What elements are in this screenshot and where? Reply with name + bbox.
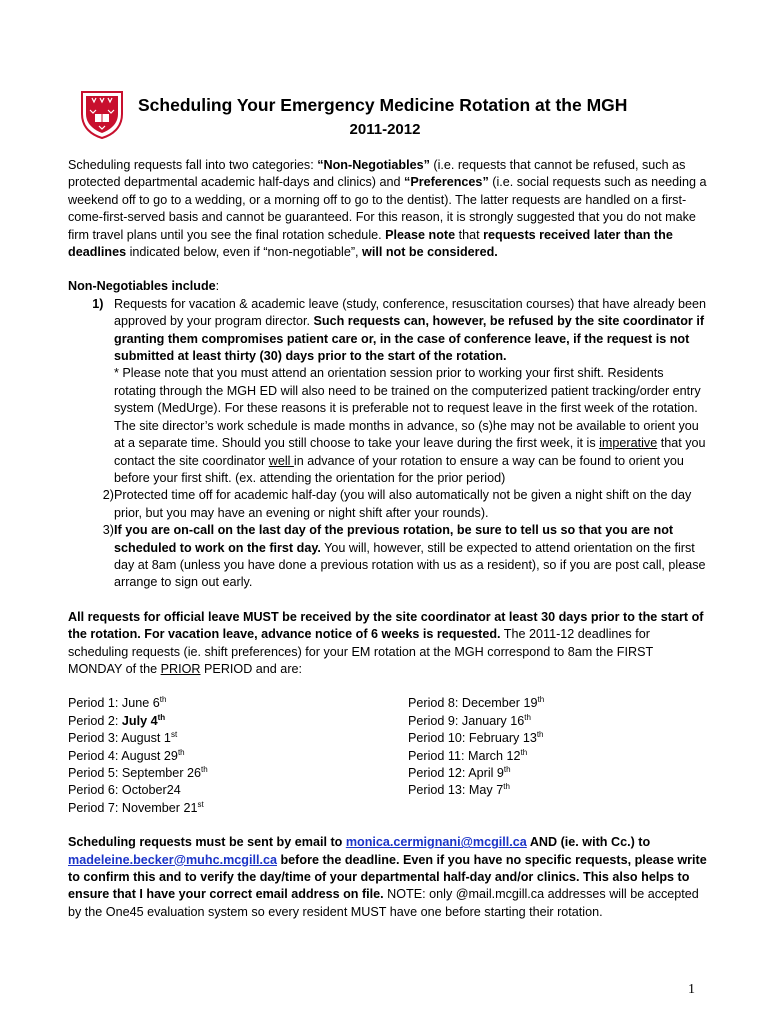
period-row: Period 2: July 4th	[68, 712, 166, 728]
document-title: Scheduling Your Emergency Medicine Rotation at the MGH	[138, 95, 628, 115]
non-negotiables-list	[68, 296, 708, 592]
period-row: Period 3: August 1st	[68, 730, 178, 746]
periods-column-left	[68, 695, 408, 817]
period-row: Period 13: May 7th	[408, 782, 510, 798]
period-row: Period 7: November 21st	[68, 799, 204, 815]
period-row: Period 8: December 19th	[408, 695, 545, 711]
period-row: Period 10: February 13th	[408, 730, 544, 746]
academic-year: 2011-2012	[349, 121, 421, 138]
periods-column-right	[408, 695, 708, 817]
document-body	[68, 157, 708, 921]
page-number: 1	[688, 982, 695, 997]
period-row: Period 11: March 12th	[408, 747, 528, 763]
period-row: Period 1: June 6th	[68, 695, 167, 711]
intro-paragraph: Scheduling requests fall into two categories: “Non-Negotiables” (i.e. requests that cannot be refused, such as protected departmental academic half-days and clinics) and “Preferences” (i.e. social requests such as needing a weekend off to go to a wedding, or a morning off to go to the dentist). The latter requests are handled on a first-come-first-served basis and cannot be guaranteed. For this reason, it is strongly suggested that you do not make firm travel plans until you see the final rotation schedule. Please note that requests received later than the deadlines indicated below, even if “non-negotiable”, will not be considered.	[68, 158, 707, 260]
email-paragraph: Scheduling requests must be sent by email to monica.cermignani@mcgill.ca AND (ie. with Cc.) to madeleine.becker@muhc.mcgill.ca before the deadline. Even if you have no specific requests, please write to confirm this and to verify the day/time of your departmental half-day and/or clinics. This also helps to ensure that I have your correct email address on file. NOTE: only @mail.mcgill.ca addresses will be accepted by the One45 evaluation system so every resident MUST have one before starting their rotation.	[68, 835, 707, 919]
non-negotiables-heading: Non-Negotiables include:	[68, 279, 220, 294]
list-item: 1) Requests for vacation & academic leave (study, conference, resuscitation courses) that have already been approved by your program director. Such requests can, however, be refused by the site coordinator if granting them compromises patient care or, in the case of conference leave, if the request is not submitted at least thirty (30) days prior to the start of the rotation. * Please note that you must attend an orientation session prior to working your first shift. Residents rotating through the MGH ED will also need to be trained on the computerized patient tracking/order entry system (MedUrge). For these reasons it is preferable not to request leave in the first week of the rotation. The site director’s work schedule is made months in advance, so (s)he may not be available to orient you at a separate time. Should you still choose to take your leave during the first week, it is imperative that you contact the site coordinator well in advance of your rotation to ensure a way can be found to orient you before your first shift. (ex. attending the orientation for the prior period)	[92, 296, 706, 485]
deadline-periods	[68, 695, 708, 817]
list-item: 3) If you are on-call on the last day of the previous rotation, be sure to tell us so that you are not scheduled to work on the first day. You will, however, still be expected to attend orientation on the first day at 8am (unless you have done a previous rotation with us as a resident), so if you are post call, please arrange to sign out early.	[102, 523, 706, 590]
period-row: Period 4: August 29th	[68, 747, 185, 763]
period-row: Period 5: September 26th	[68, 765, 208, 780]
period-row: Period 6: October24	[68, 783, 181, 798]
email-link-monica[interactable]: monica.cermignani@mcgill.ca	[345, 835, 527, 850]
list-item: 2) Protected time off for academic half-day (you will also automatically not be given a night shift on the day prior, but you may have an evening or night shift after your rounds).	[102, 488, 692, 520]
email-link-madeleine[interactable]: madeleine.becker@muhc.mcgill.ca	[68, 852, 277, 867]
period-row: Period 12: April 9th	[408, 765, 511, 780]
official-leave-paragraph: All requests for official leave MUST be received by the site coordinator at least 30 days prior to the start of the rotation. For vacation leave, advance notice of 6 weeks is requested. The 2011-12 deadlines for scheduling requests (ie. shift preferences) for your EM rotation at the MGH correspond to 8am the FIRST MONDAY of the PRIOR PERIOD and are:	[68, 609, 704, 676]
period-row: Period 9: January 16th	[408, 712, 531, 728]
